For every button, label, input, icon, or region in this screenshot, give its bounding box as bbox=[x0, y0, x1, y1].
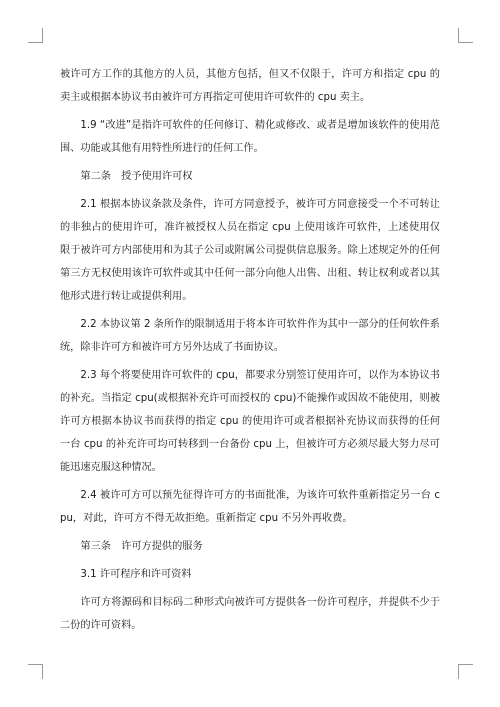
paragraph-continuation: 被许可方工作的其他方的人员，其他方包括，但又不仅限于，许可方和指定 cpu 的卖主或根据本协议书由被许可方再指定可使用许可软件的 cpu 卖主。 bbox=[60, 69, 440, 103]
paragraph-3-1: 3.1 许可程序和许可资料 bbox=[80, 569, 192, 580]
paragraph-2-4: 2.4 被许可方可以预先征得许可方的书面批准，为该许可软件重新指定另一台 cpu，对此，许可方不得无故拒绝。重新指定 cpu 不另外再收费。 bbox=[60, 490, 440, 524]
heading-article-2: 第二条 授予使用许可权 bbox=[80, 171, 193, 182]
crop-mark-bottom-left bbox=[28, 664, 43, 679]
heading-article-3: 第三条 许可方提供的服务 bbox=[80, 541, 203, 552]
paragraph-1-9: 1.9 “改进”是指许可软件的任何修订、精化或修改、或者是增加该软件的使用范围、功能或其他有用特性所进行的任何工作。 bbox=[60, 120, 440, 154]
crop-mark-top-right bbox=[458, 28, 473, 43]
paragraph-2-1: 2.1 根据本协议条款及条件，许可方同意授予，被许可方同意接受一个不可转让的非独占的使用许可，准许被授权人员在指定 cpu 上使用该许可软件，上述使用仅限于被许可方内部使用和为其子公司或附属公司提供信息服务。除上述规定外的任何第三方无权使用该许可软件或其中任何一部分向他人出售、出租、转让权利或者以其他形式进行转让或提供利用。 bbox=[60, 199, 440, 302]
paragraph-3-1-body: 许可方将源码和目标码二种形式向被许可方提供各一份许可程序，并提供不少于二份的许可资料。 bbox=[60, 597, 440, 631]
paragraph-2-3: 2.3 每个将要使用许可软件的 cpu，都要求分别签订使用许可，以作为本协议书的补充。当指定 cpu(或根据补充许可而授权的 cpu)不能操作或因故不能使用，则被许可方根据本协议书而获得的指定 cpu 的使用许可或者根据补充协议而获得的任何一台 cpu 的补充许可均可转移到一台备份 cpu 上，但被许可方必须尽最大努力尽可能迅速克服这种情况。 bbox=[60, 370, 440, 473]
crop-mark-top-left bbox=[28, 28, 43, 43]
paragraph-2-2: 2.2 本协议第 2 条所作的限制适用于将本许可软件作为其中一部分的任何软件系统，除非许可方和被许可方另外达成了书面协议。 bbox=[60, 319, 440, 353]
document-body bbox=[60, 63, 440, 642]
crop-mark-bottom-right bbox=[458, 664, 473, 679]
